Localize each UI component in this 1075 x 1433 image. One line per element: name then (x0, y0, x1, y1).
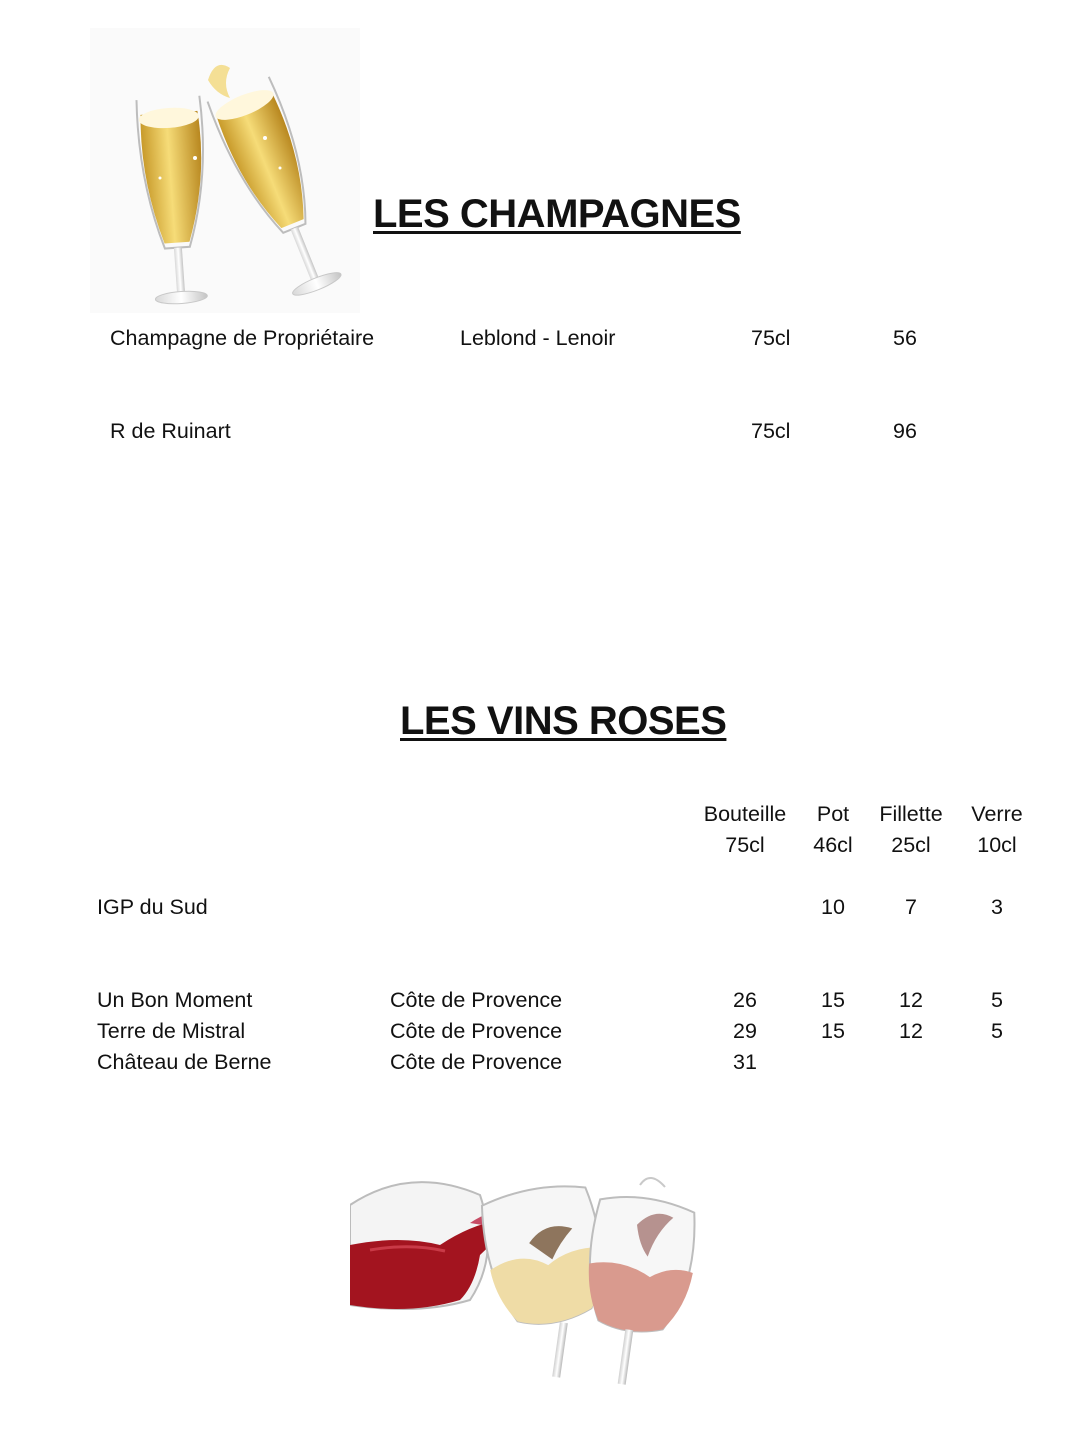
header-bouteille: Bouteille (703, 802, 787, 826)
price-fillette: 7 (905, 895, 917, 919)
wine-glasses-illustration (350, 1165, 700, 1390)
wine-producer: Leblond - Lenoir (460, 326, 616, 350)
wine-name: Champagne de Propriétaire (110, 326, 375, 350)
header-verre-size: 10cl (977, 833, 1017, 857)
champagnes-title: LES CHAMPAGNES (373, 192, 741, 236)
wine-region: Côte de Provence (390, 1050, 563, 1074)
wine-size: 75cl (751, 326, 791, 350)
price-verre: 5 (991, 1019, 1003, 1043)
roses-title: LES VINS ROSES (400, 699, 727, 743)
price-pot: 10 (821, 895, 845, 919)
header-bouteille-size: 75cl (725, 833, 765, 857)
header-pot: Pot (816, 802, 850, 826)
price-bouteille: 29 (733, 1019, 757, 1043)
price-verre: 3 (991, 895, 1003, 919)
price-bouteille: 31 (733, 1050, 757, 1074)
price-fillette: 12 (899, 988, 923, 1012)
wine-region: Côte de Provence (390, 1019, 563, 1043)
price-pot: 15 (821, 988, 845, 1012)
price-bouteille: 26 (733, 988, 757, 1012)
wine-name: R de Ruinart (110, 419, 231, 443)
wine-price: 96 (893, 419, 917, 443)
header-verre: Verre (971, 802, 1023, 826)
wine-name: IGP du Sud (97, 895, 208, 919)
header-fillette: Fillette (879, 802, 943, 826)
header-pot-size: 46cl (813, 833, 853, 857)
wine-name: Un Bon Moment (97, 988, 253, 1012)
wine-size: 75cl (751, 419, 791, 443)
wine-region: Côte de Provence (390, 988, 563, 1012)
wine-name: Terre de Mistral (97, 1019, 246, 1043)
wine-name: Château de Berne (97, 1050, 272, 1074)
price-pot: 15 (821, 1019, 845, 1043)
header-fillette-size: 25cl (891, 833, 931, 857)
wine-price: 56 (893, 326, 917, 350)
champagne-glasses-illustration (90, 28, 360, 313)
price-verre: 5 (991, 988, 1003, 1012)
price-fillette: 12 (899, 1019, 923, 1043)
